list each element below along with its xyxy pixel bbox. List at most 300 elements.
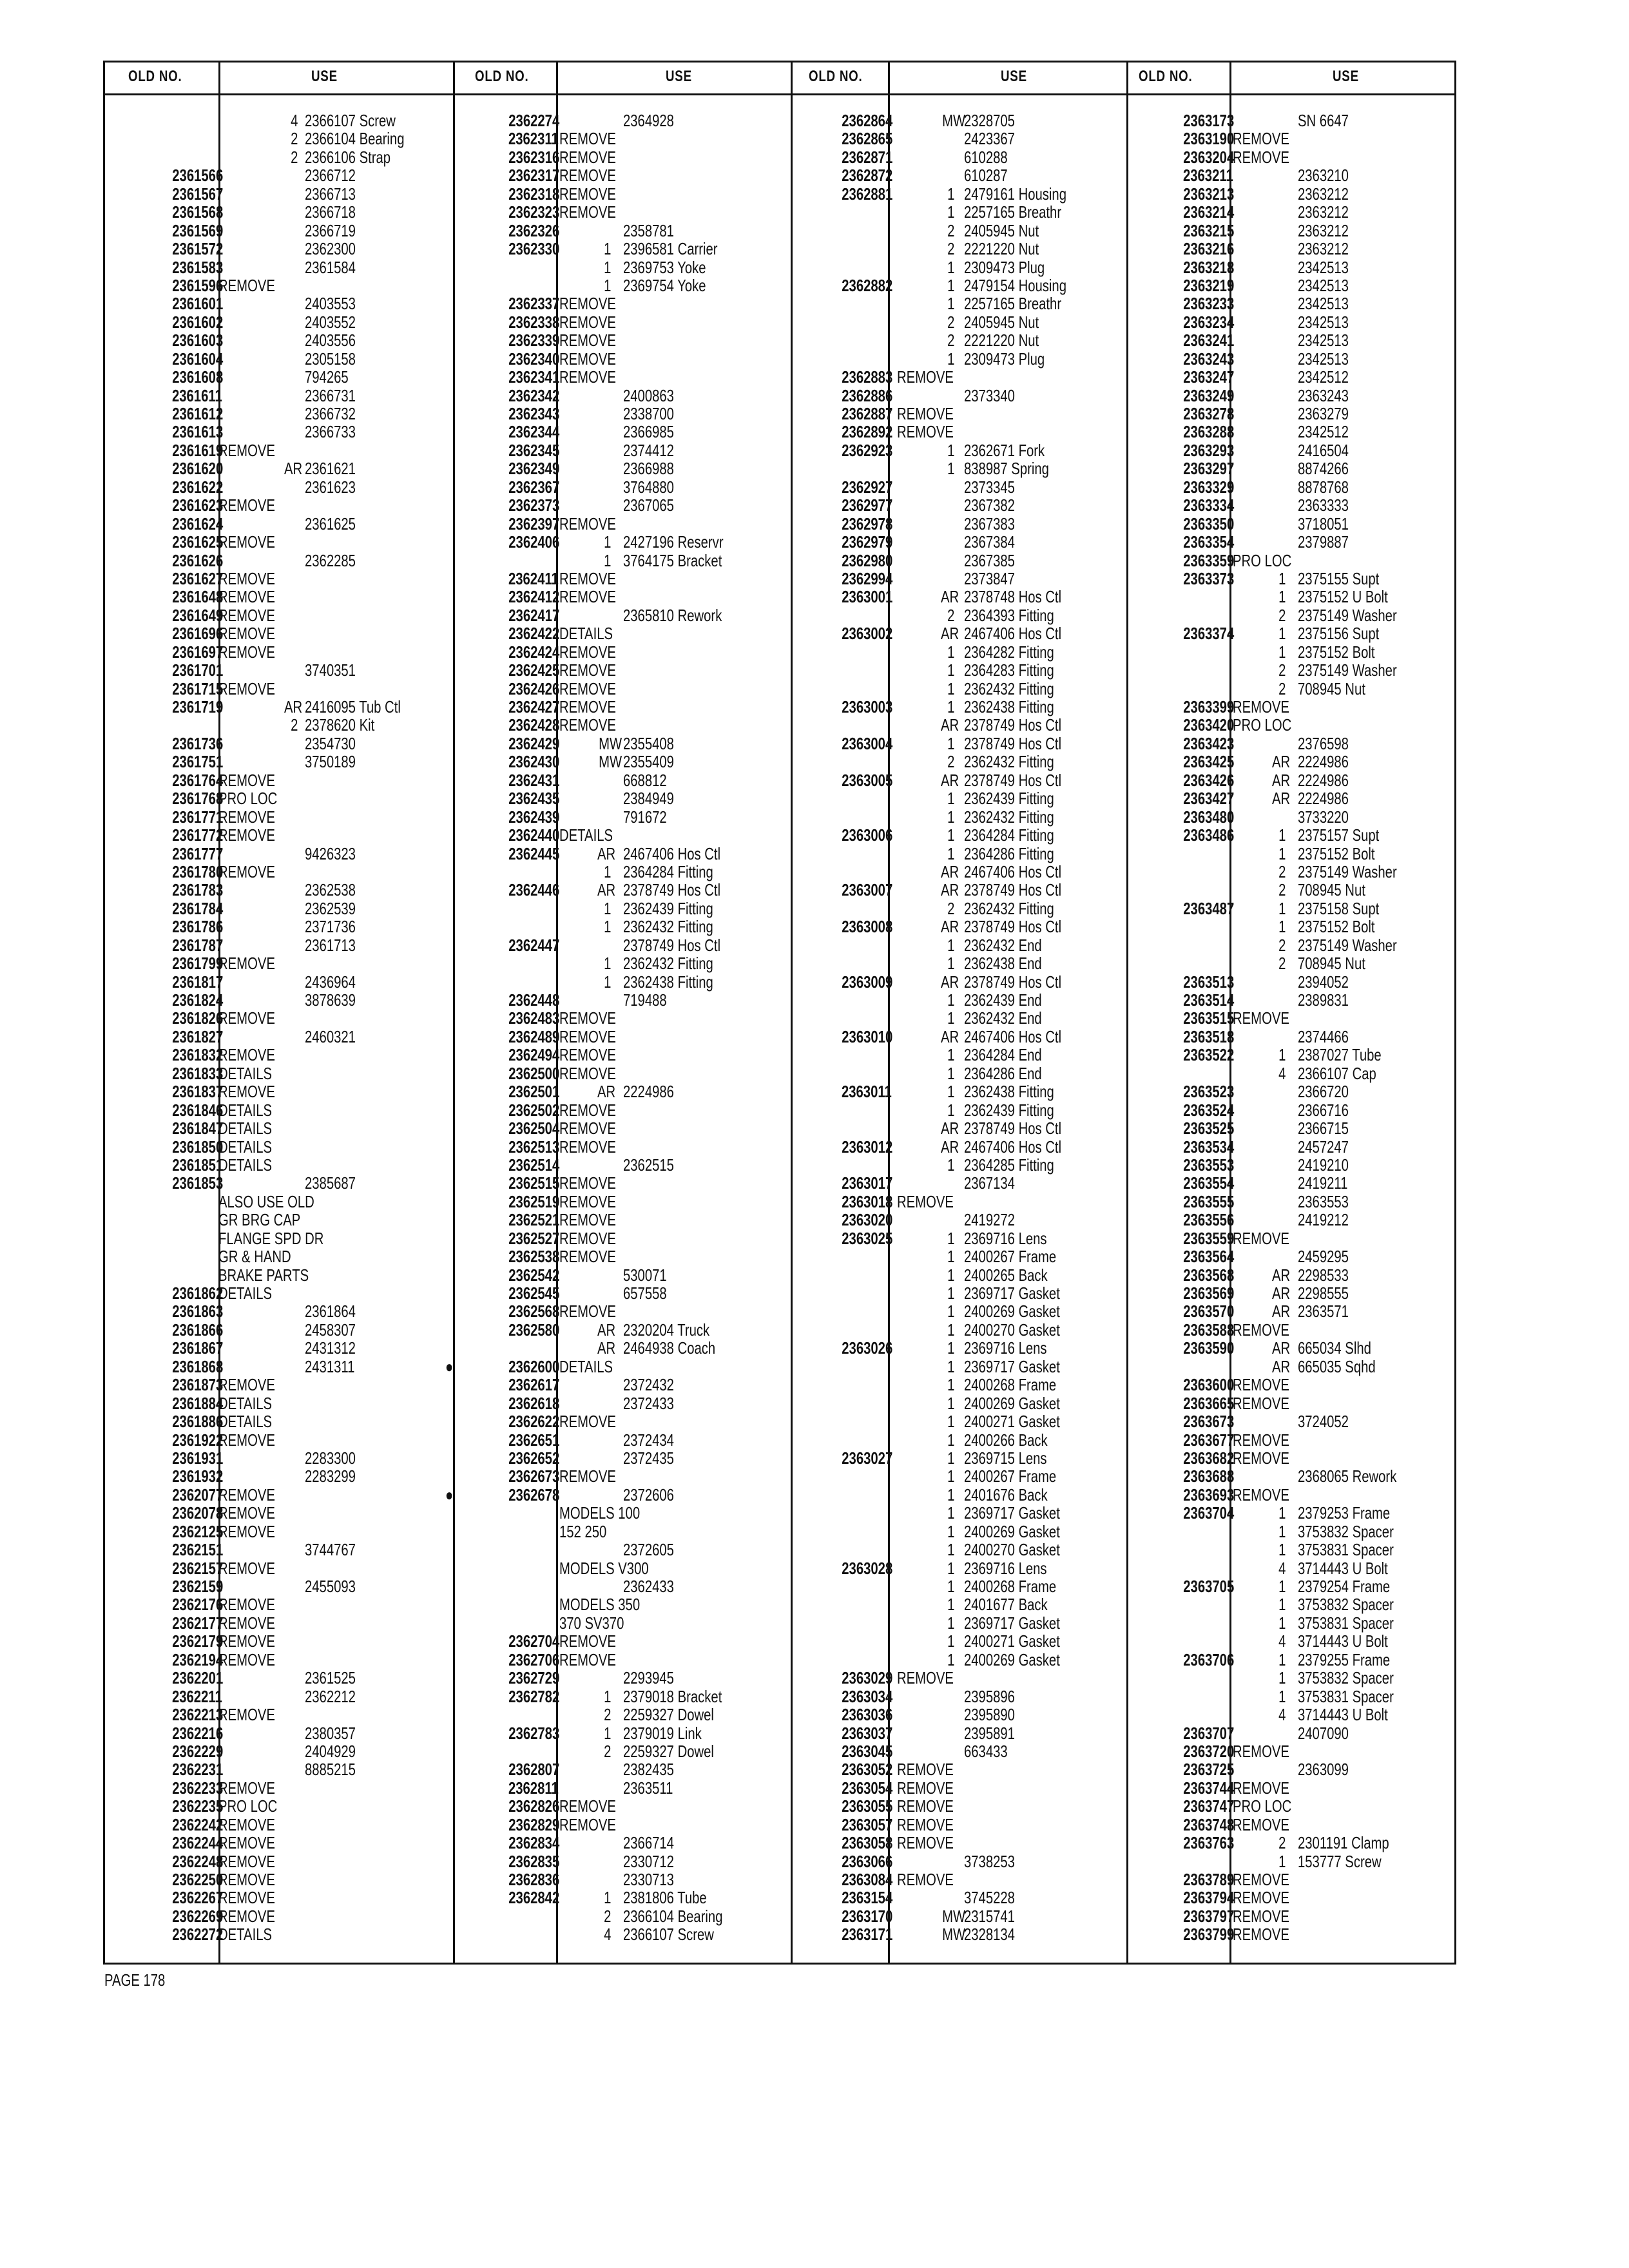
old-part-number: 2362431: [508, 770, 560, 790]
status-text: REMOVE: [559, 1466, 616, 1486]
table-row: [1126, 1193, 1458, 1211]
table-row: [1126, 1595, 1458, 1613]
quantity: 2: [1278, 880, 1286, 900]
replacement-part: 2403552: [305, 312, 356, 332]
replacement-part: 2283299: [305, 1466, 356, 1486]
replacement-part: 2400267 Frame: [964, 1466, 1057, 1486]
table-row: [105, 716, 453, 734]
table-row: [791, 1064, 1126, 1082]
old-part-number: 2361603: [172, 331, 224, 351]
replacement-part: 2361621: [305, 459, 356, 479]
old-part-number: 2362317: [508, 166, 560, 186]
replacement-part: 3753832 Spacer: [1298, 1668, 1394, 1688]
page-number: PAGE 178: [104, 1970, 166, 1990]
quantity: AR: [940, 770, 959, 790]
old-part-number: 2361624: [172, 514, 224, 533]
old-part-number: 2363748: [1183, 1814, 1235, 1834]
old-part-number: 2361715: [172, 678, 224, 698]
replacement-part: 791672: [623, 807, 667, 827]
old-part-number: 2363588: [1183, 1320, 1235, 1340]
status-text: REMOVE: [897, 1814, 954, 1834]
quantity: 4: [1278, 1631, 1286, 1651]
replacement-part: 530071: [623, 1265, 667, 1285]
replacement-part: 2362432 Fitting: [623, 917, 713, 937]
replacement-part: 2394052: [1298, 972, 1349, 992]
replacement-part: 2364286 Fitting: [964, 843, 1054, 863]
old-part-number: 2362269: [172, 1906, 224, 1926]
replacement-part: 2369754 Yoke: [623, 275, 706, 295]
old-part-number: 2363008: [842, 917, 893, 937]
table-row: [105, 423, 453, 441]
table-row: [453, 1797, 791, 1815]
replacement-part: 2419211: [1298, 1173, 1348, 1193]
old-part-number: 2363215: [1183, 220, 1235, 240]
table-row: [791, 203, 1126, 221]
table-row: [453, 387, 791, 405]
quantity: 2: [947, 220, 955, 240]
table-row: [105, 405, 453, 423]
old-part-number: 2361833: [172, 1063, 224, 1083]
status-text: REMOVE: [218, 1082, 275, 1102]
replacement-part: 2379018 Bracket: [623, 1686, 722, 1706]
replacement-part: 2224986: [1298, 752, 1349, 772]
old-part-number: 2362673: [508, 1466, 560, 1486]
table-row: [1126, 1925, 1458, 1943]
quantity: AR: [597, 843, 616, 863]
old-part-number: 2362519: [508, 1191, 560, 1211]
table-row: [453, 1284, 791, 1302]
table-row: [105, 350, 453, 368]
replacement-part: 668812: [623, 770, 667, 790]
table-row: [105, 478, 453, 496]
table-row: [1126, 1211, 1458, 1229]
old-part-number: 2361799: [172, 954, 224, 974]
table-row: [791, 496, 1126, 514]
table-row: [1126, 1779, 1458, 1797]
old-part-number: 2361817: [172, 972, 224, 992]
table-row: [1126, 1266, 1458, 1284]
table-row: [1126, 588, 1458, 606]
table-row: [105, 1779, 453, 1797]
old-part-number: 2361622: [172, 477, 224, 497]
replacement-part: 2467406 Hos Ctl: [964, 624, 1062, 644]
table-row: [453, 863, 791, 881]
table-row: [791, 240, 1126, 258]
table-row: [453, 1082, 791, 1100]
table-row: [791, 1376, 1126, 1394]
table-row: [1126, 350, 1458, 368]
table-row: [453, 588, 791, 606]
old-part-number: 2362430: [508, 752, 560, 772]
replacement-part: 2416095 Tub Ctl: [305, 697, 401, 716]
status-text: REMOVE: [1233, 1008, 1289, 1028]
status-text: REMOVE: [559, 1247, 616, 1267]
old-part-number: 2363278: [1183, 404, 1235, 423]
old-part-number: 2363427: [1183, 789, 1235, 809]
replacement-part: 2400271 Gasket: [964, 1631, 1060, 1651]
status-text: REMOVE: [559, 642, 616, 662]
old-part-number: 2362242: [172, 1814, 224, 1834]
quantity: AR: [1271, 752, 1291, 772]
replacement-part: 2400268 Frame: [964, 1577, 1057, 1596]
status-text: MODELS 350: [559, 1595, 641, 1615]
table-row: [105, 1302, 453, 1320]
replacement-part: 2330712: [623, 1851, 674, 1871]
old-part-number: 2361567: [172, 184, 224, 204]
table-row: [791, 1211, 1126, 1229]
status-text: REMOVE: [218, 1521, 275, 1541]
old-part-number: 2361837: [172, 1082, 224, 1102]
table-row: [453, 1302, 791, 1320]
old-part-number: 2361611: [171, 385, 222, 405]
table-row: [453, 1376, 791, 1394]
table-row: [105, 1412, 453, 1430]
replacement-part: 3753831 Spacer: [1298, 1686, 1394, 1706]
quantity: 1: [1278, 1851, 1286, 1871]
table-row: [791, 1412, 1126, 1430]
table-row: [1126, 405, 1458, 423]
quantity: 1: [604, 972, 612, 992]
old-part-number: 2362194: [172, 1649, 224, 1669]
quantity: MW: [599, 733, 622, 753]
table-row: [791, 1321, 1126, 1339]
replacement-part: 2372606: [623, 1485, 674, 1504]
replacement-part: 2309473 Plug: [964, 257, 1045, 277]
table-row: [105, 899, 453, 918]
table-row: [453, 1247, 791, 1265]
status-text: REMOVE: [1233, 147, 1289, 167]
old-part-number: 2363054: [842, 1778, 893, 1798]
table-row: [791, 698, 1126, 716]
table-row: [791, 643, 1126, 661]
table-row: [791, 1706, 1126, 1724]
table-row: [1126, 533, 1458, 551]
table-row: [105, 1247, 453, 1265]
status-text: PRO LOC: [1233, 715, 1292, 735]
table-row: [453, 1009, 791, 1027]
replacement-part: 2362439 Fitting: [964, 1100, 1054, 1120]
replacement-part: 2378749 Hos Ctl: [964, 733, 1062, 753]
replacement-part: 2400268 Frame: [964, 1375, 1057, 1395]
old-part-number: 2363334: [1183, 495, 1235, 515]
old-part-number: 2362842: [508, 1888, 560, 1908]
replacement-part: 2407090: [1298, 1723, 1349, 1743]
old-part-number: 2362729: [508, 1668, 560, 1688]
table-row: [791, 148, 1126, 166]
table-row: [1126, 1852, 1458, 1870]
table-row: [105, 1523, 453, 1541]
table-row: [105, 789, 453, 807]
status-text: REMOVE: [1233, 1888, 1289, 1908]
old-part-number: 2361771: [172, 807, 224, 827]
replacement-part: 2379253 Frame: [1298, 1503, 1391, 1523]
replacement-part: 2372434: [623, 1430, 674, 1450]
status-text: REMOVE: [1233, 1228, 1289, 1248]
table-row: [1126, 441, 1458, 459]
old-part-number: 2363553: [1183, 1155, 1235, 1175]
replacement-part: 3733220: [1298, 807, 1349, 827]
table-row: [105, 1467, 453, 1485]
old-part-number: 2361922: [172, 1430, 224, 1450]
old-part-number: 2362274: [508, 111, 560, 130]
status-text: REMOVE: [897, 422, 954, 442]
old-part-number: 2362316: [508, 147, 560, 167]
replacement-part: 657558: [623, 1283, 667, 1303]
replacement-part: 2315741: [964, 1906, 1015, 1926]
table-row: [1126, 1687, 1458, 1706]
status-text: REMOVE: [559, 697, 616, 716]
table-row: [1126, 1156, 1458, 1174]
old-part-number: 2362244: [172, 1833, 224, 1853]
status-text: REMOVE: [1233, 1814, 1289, 1834]
old-part-number: 2363373: [1183, 568, 1235, 588]
table-row: [453, 331, 791, 349]
old-part-number: 2362927: [842, 477, 893, 497]
replacement-part: 2362671 Fork: [964, 440, 1045, 460]
replacement-part: 2366985: [623, 422, 674, 442]
old-part-number: 2363569: [1183, 1283, 1235, 1303]
old-part-number: 2361827: [172, 1026, 224, 1046]
table-row: [453, 881, 791, 899]
table-row: [791, 1193, 1126, 1211]
table-row: [791, 1870, 1126, 1888]
status-text: REMOVE: [218, 1595, 275, 1615]
old-part-number: 2362872: [842, 166, 893, 186]
table-row: [105, 606, 453, 624]
old-part-number: 2363243: [1183, 349, 1235, 369]
table-row: [791, 1302, 1126, 1320]
replacement-part: 2369716 Lens: [964, 1228, 1047, 1248]
table-row: [1126, 222, 1458, 240]
table-row: [791, 331, 1126, 349]
status-text: REMOVE: [218, 825, 275, 845]
table-row: [791, 1760, 1126, 1778]
replacement-part: 2375149 Washer: [1298, 605, 1397, 625]
table-row: [453, 276, 791, 294]
table-row: [453, 1541, 791, 1559]
table-row: [791, 1449, 1126, 1467]
table-row: [1126, 1797, 1458, 1815]
old-part-number: 2363706: [1183, 1649, 1235, 1669]
table-row: [791, 166, 1126, 184]
bullet-icon: ●: [445, 1485, 454, 1504]
replacement-part: 2375152 Bolt: [1298, 843, 1375, 863]
status-text: REMOVE: [559, 1026, 616, 1046]
table-row: [791, 735, 1126, 753]
table-row: [453, 130, 791, 148]
parts-table: [103, 61, 1456, 1965]
replacement-part: 2301191 Clamp: [1298, 1833, 1389, 1853]
old-part-number: 2363480: [1183, 807, 1235, 827]
replacement-part: 8885215: [305, 1760, 356, 1780]
old-part-number: 2361772: [172, 825, 224, 845]
table-row: [105, 1064, 453, 1082]
old-part-number: 2362489: [508, 1026, 560, 1046]
quantity: 2: [604, 1705, 612, 1725]
replacement-part: 2367383: [964, 514, 1015, 533]
quantity: 1: [1278, 1686, 1286, 1706]
status-text: REMOVE: [897, 1870, 954, 1889]
old-part-number: 2362342: [508, 385, 560, 405]
table-row: [105, 954, 453, 972]
table-row: [791, 1742, 1126, 1760]
status-text: REMOVE: [559, 129, 616, 149]
old-part-number: 2362344: [508, 422, 560, 442]
quantity: 1: [604, 917, 612, 937]
old-part-number: 2362807: [508, 1760, 560, 1780]
table-row: [791, 680, 1126, 698]
table-row: [1126, 478, 1458, 496]
replacement-part: 2364284 Fitting: [623, 861, 713, 881]
table-row: [453, 148, 791, 166]
old-part-number: 2363029: [842, 1668, 893, 1688]
table-row: [791, 845, 1126, 863]
replacement-part: 2362439 End: [964, 990, 1042, 1010]
replacement-part: 2401676 Back: [964, 1485, 1048, 1504]
table-row: [453, 1266, 791, 1284]
replacement-part: 2259327 Dowel: [623, 1705, 714, 1725]
replacement-part: 2283300: [305, 1448, 356, 1468]
table-row: [791, 185, 1126, 203]
replacement-part: 2362432 Fitting: [964, 678, 1054, 698]
replacement-part: 2328705: [964, 111, 1015, 130]
old-part-number: 2362429: [508, 733, 560, 753]
replacement-part: 2224986: [1298, 770, 1349, 790]
old-part-number: 2363799: [1183, 1925, 1235, 1945]
replacement-part: 2257165 Breathr: [964, 294, 1062, 314]
replacement-part: 2373340: [964, 385, 1015, 405]
quantity: 1: [947, 935, 955, 955]
quantity: 1: [947, 1412, 955, 1432]
status-text: REMOVE: [218, 770, 275, 790]
quantity: 2: [291, 129, 298, 149]
replacement-part: 2372433: [623, 1393, 674, 1413]
quantity: 2: [1278, 678, 1286, 698]
old-part-number: 2362179: [172, 1631, 224, 1651]
replacement-part: 2362212: [305, 1686, 356, 1706]
replacement-part: 3718051: [1298, 514, 1349, 533]
old-part-number: 2362341: [508, 367, 560, 387]
table-row: [791, 1523, 1126, 1541]
status-text: REMOVE: [559, 1814, 616, 1834]
old-part-number: 2362542: [508, 1265, 560, 1285]
quantity: 1: [947, 1595, 955, 1615]
replacement-part: 2378749 Hos Ctl: [964, 715, 1062, 735]
replacement-part: 3724052: [1298, 1412, 1349, 1432]
replacement-part: 2378749 Hos Ctl: [964, 880, 1062, 900]
replacement-part: 2378749 Hos Ctl: [623, 935, 721, 955]
replacement-part: 3744767: [305, 1540, 356, 1560]
table-row: [453, 1779, 791, 1797]
quantity: 1: [604, 239, 612, 259]
status-text: REMOVE: [1233, 697, 1289, 716]
replacement-part: 838987 Spring: [964, 459, 1049, 479]
replacement-part: 665035 Sqhd: [1298, 1356, 1376, 1376]
replacement-part: 2362439 Fitting: [964, 789, 1054, 809]
table-row: [1126, 1907, 1458, 1925]
old-part-number: 2361612: [172, 404, 224, 423]
table-row: [1126, 973, 1458, 991]
quantity: 4: [1278, 1705, 1286, 1725]
old-part-number: 2362343: [508, 404, 560, 423]
table-row: [791, 808, 1126, 826]
status-text: REMOVE: [897, 1668, 954, 1688]
quantity: 2: [604, 1906, 612, 1926]
replacement-part: 2378749 Hos Ctl: [964, 972, 1062, 992]
old-part-number: 2361784: [172, 898, 224, 918]
quantity: 1: [947, 1155, 955, 1175]
table-row: [453, 1632, 791, 1650]
replacement-part: 2362432 Fitting: [623, 954, 713, 974]
replacement-part: 708945 Nut: [1298, 678, 1365, 698]
old-part-number: 2363522: [1183, 1045, 1235, 1065]
table-row: [453, 185, 791, 203]
table-row: [105, 735, 453, 753]
status-text: DETAILS: [559, 1356, 613, 1376]
replacement-part: 2366107 Screw: [623, 1925, 714, 1945]
quantity: 1: [1278, 1045, 1286, 1065]
replacement-part: 708945 Nut: [1298, 954, 1365, 974]
quantity: AR: [940, 917, 959, 937]
table-row: [105, 1101, 453, 1119]
quantity: 1: [947, 1649, 955, 1669]
table-row: [105, 1614, 453, 1632]
status-text: REMOVE: [1233, 1778, 1289, 1798]
old-part-number: 2362622: [508, 1412, 560, 1432]
table-row: [791, 533, 1126, 551]
replacement-part: 2362432 End: [964, 935, 1042, 955]
table-row: [1126, 1651, 1458, 1669]
quantity: 2: [947, 239, 955, 259]
table-row: [105, 1632, 453, 1650]
quantity: 1: [947, 1247, 955, 1267]
replacement-part: 2305158: [305, 349, 356, 369]
replacement-part: 2361584: [305, 257, 356, 277]
table-row: [1126, 1706, 1458, 1724]
replacement-part: 3753832 Spacer: [1298, 1521, 1394, 1541]
replacement-part: 2401677 Back: [964, 1595, 1048, 1615]
quantity: 1: [947, 733, 955, 753]
table-row: [791, 258, 1126, 276]
status-text: PRO LOC: [1233, 1796, 1292, 1816]
quantity: 1: [947, 1485, 955, 1504]
replacement-part: 2400269 Gasket: [964, 1393, 1060, 1413]
replacement-part: 3750189: [305, 752, 356, 772]
status-text: DETAILS: [218, 1283, 273, 1303]
replacement-part: 2379255 Frame: [1298, 1649, 1391, 1669]
quantity: 4: [1278, 1063, 1286, 1083]
old-part-number: 2363693: [1183, 1485, 1235, 1504]
old-part-number: 2362834: [508, 1833, 560, 1853]
status-text: DETAILS: [559, 825, 613, 845]
table-row: [453, 1577, 791, 1595]
old-part-number: 2362417: [508, 605, 560, 625]
replacement-part: 2298533: [1298, 1265, 1349, 1285]
old-part-number: 2362483: [508, 1008, 560, 1028]
table-row: [1126, 1358, 1458, 1376]
table-row: [1126, 1028, 1458, 1046]
table-row: [105, 753, 453, 771]
status-text: DETAILS: [218, 1155, 273, 1175]
quantity: 1: [947, 184, 955, 204]
old-part-number: 2362835: [508, 1851, 560, 1871]
table-row: [105, 313, 453, 331]
quantity: 2: [1278, 605, 1286, 625]
table-row: [791, 954, 1126, 972]
table-row: [453, 991, 791, 1009]
old-part-number: 2362397: [508, 514, 560, 533]
old-part-number: 2363216: [1183, 239, 1235, 259]
